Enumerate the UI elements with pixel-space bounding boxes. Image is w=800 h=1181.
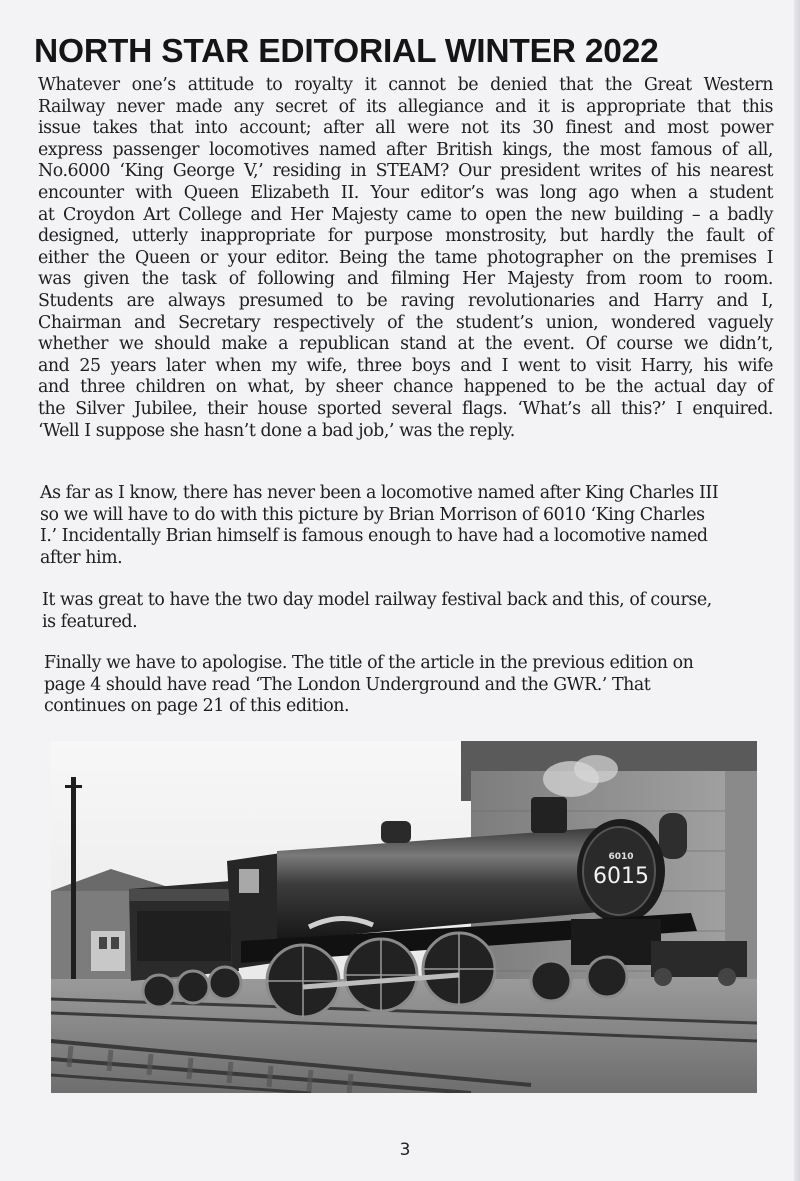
text-line: I.’ Incidentally Brian himself is famous enough to have had a locomotive named [40, 526, 708, 547]
text-line: express passenger locomotives named after British kings, the most famous of all, [38, 139, 773, 160]
text-line: was given the task of following and filming Her Majesty from room to room. [38, 269, 773, 290]
text-line: page 4 should have read ‘The London Underground and the GWR.’ That [44, 674, 651, 695]
paragraph-king-charles [40, 483, 770, 569]
text-line: is featured. [42, 611, 138, 632]
telegraph-pole [71, 777, 76, 987]
text-line: continues on page 21 of this edition. [44, 696, 350, 717]
text-line: issue takes that into account; after all were not its 30 finest and most power [38, 118, 773, 139]
text-line: It was great to have the two day model railway festival back and this, of course, [42, 590, 712, 610]
text-line: the Silver Jubilee, their house sported several flags. ‘What’s all this?’ I enquired. [38, 398, 773, 419]
paragraph-apology [44, 653, 762, 718]
text-line: Whatever one’s attitude to royalty it cannot be denied that the Great Western [38, 75, 773, 95]
text-line: No.6000 ‘King George V,’ residing in STEAM? Our president writes of his nearest [38, 161, 773, 182]
text-line: ‘Well I suppose she hasn’t done a bad job,’ was the reply. [38, 420, 515, 441]
headcode-number: 6015 [593, 864, 649, 889]
text-line: designed, utterly inappropriate for purpose monstrosity, but hardly the fault of [38, 226, 773, 247]
paragraph-festival [42, 590, 770, 633]
text-line: Finally we have to apologise. The title of the article in the previous edition on [44, 653, 694, 673]
text-line: at Croydon Art College and Her Majesty came to open the new building – a badly [38, 204, 773, 225]
smokebox-number-plate: 6010 [608, 852, 634, 862]
page-edge [794, 0, 800, 1181]
text-line: As far as I know, there has never been a locomotive named after King Charles III [40, 483, 719, 503]
text-line: so we will have to do with this picture by Brian Morrison of 6010 ‘King Charles [40, 504, 705, 525]
page-number: 3 [399, 1140, 411, 1160]
paragraph-royalty [38, 75, 773, 442]
locomotive-photo [51, 741, 757, 1093]
text-line: either the Queen or your editor. Being the tame photographer on the premises I [38, 247, 773, 268]
text-line: encounter with Queen Elizabeth II. Your editor’s was long ago when a student [38, 182, 773, 203]
text-line: Chairman and Secretary respectively of the student’s union, wondered vaguely [38, 312, 773, 333]
text-line: Students are always presumed to be raving revolutionaries and Harry and I, [38, 290, 773, 311]
page-title: NORTH STAR EDITORIAL WINTER 2022 [34, 33, 659, 70]
text-line: Railway never made any secret of its allegiance and it is appropriate that this [38, 96, 773, 117]
text-line: whether we should make a republican stand at the event. Of course we didn’t, [38, 334, 773, 355]
text-line: and three children on what, by sheer chance happened to be the actual day of [38, 377, 773, 398]
text-line: and 25 years later when my wife, three boys and I went to visit Harry, his wife [38, 355, 773, 376]
text-line: after him. [40, 547, 123, 568]
